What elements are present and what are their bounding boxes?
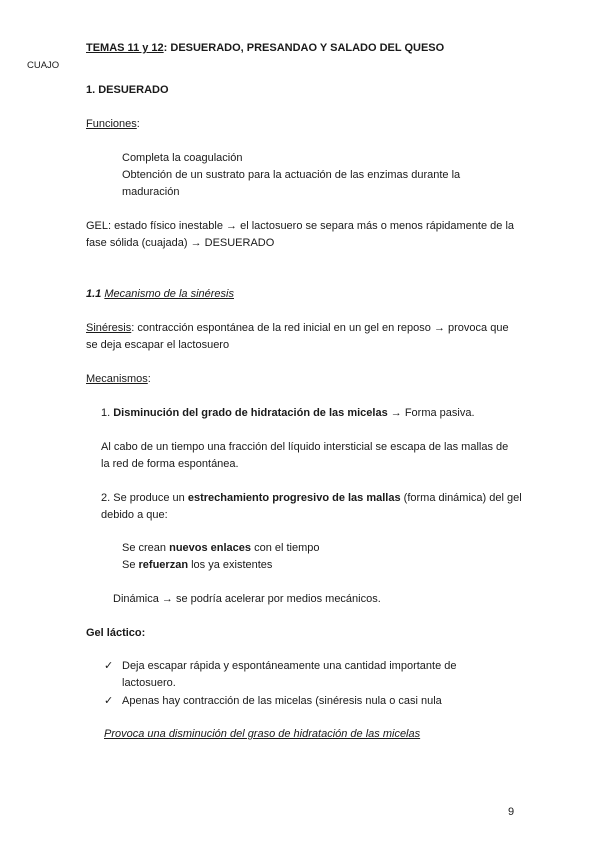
check-icon: ✓ <box>104 695 114 707</box>
gel-paragraph-line: fase sólida (cuajada) → DESUERADO <box>86 237 275 249</box>
page-title <box>86 40 444 56</box>
gel-lactico-item: ✓ Apenas hay contracción de las micelas (sinéresis nula o casi nula <box>104 695 442 707</box>
subsection-title: Mecanismo de la sinéresis <box>104 288 234 300</box>
mechanism-2-subitem: Se refuerzan los ya existentes <box>122 559 273 571</box>
mecanismos-heading: Mecanismos: <box>86 373 151 385</box>
gel-lactico-conclusion: Provoca una disminución del graso de hidratación de las micelas <box>104 728 421 740</box>
gel-lactico-item: ✓ Deja escapar rápida y espontáneamente una cantidad importante de <box>104 660 457 672</box>
funciones-label: Funciones <box>86 118 137 130</box>
mechanism-2-subitem: Se crean nuevos enlaces con el tiempo <box>122 542 320 554</box>
gel-lactico-heading: Gel láctico: <box>86 627 146 639</box>
title-prefix: TEMAS 11 y 12 <box>86 42 164 54</box>
gel-lactico-item: lactosuero. <box>122 677 176 689</box>
arrow-icon: → <box>226 220 238 232</box>
dinamica-note: Dinámica → se podría acelerar por medios mecánicos. <box>113 593 381 605</box>
mechanism-2: 2. Se produce un estrechamiento progresivo de las mallas (forma dinámica) del gel <box>101 492 522 504</box>
arrow-icon: → <box>433 322 445 334</box>
margin-note: CUAJO <box>27 60 60 71</box>
check-icon: ✓ <box>104 660 114 672</box>
mechanism-1-description: la red de forma espontánea. <box>101 458 239 470</box>
subsection-heading <box>86 286 234 302</box>
mechanism-2: debido a que: <box>101 509 168 521</box>
mecanismos-label: Mecanismos <box>86 373 148 385</box>
subsection-number: 1.1 <box>86 288 102 300</box>
page-number: 9 <box>508 806 515 818</box>
funciones-item: Completa la coagulación <box>122 152 243 164</box>
gel-paragraph-line: GEL: estado físico inestable → el lactosuero se separa más o menos rápidamente de la <box>86 220 515 232</box>
section-heading-desuerado: 1. DESUERADO <box>86 84 169 96</box>
mechanism-1: 1. Disminución del grado de hidratación de las micelas → Forma pasiva. <box>101 407 475 419</box>
funciones-item: Obtención de un sustrato para la actuación de las enzimas durante la <box>122 169 461 181</box>
sineresis-label: Sinéresis <box>86 322 132 334</box>
sineresis-paragraph-line: Sinéresis: contracción espontánea de la red inicial en un gel en reposo → provoca que <box>86 322 509 334</box>
arrow-icon: → <box>390 407 402 419</box>
sineresis-paragraph-line: se deja escapar el lactosuero <box>86 339 230 351</box>
funciones-heading: Funciones: <box>86 118 140 130</box>
funciones-item: maduración <box>122 186 180 198</box>
arrow-icon: → <box>190 237 202 249</box>
arrow-icon: → <box>161 593 173 605</box>
mechanism-1-description: Al cabo de un tiempo una fracción del líquido intersticial se escapa de las mallas de <box>101 441 509 453</box>
title-rest: : DESUERADO, PRESANDAO Y SALADO DEL QUESO <box>163 42 445 54</box>
